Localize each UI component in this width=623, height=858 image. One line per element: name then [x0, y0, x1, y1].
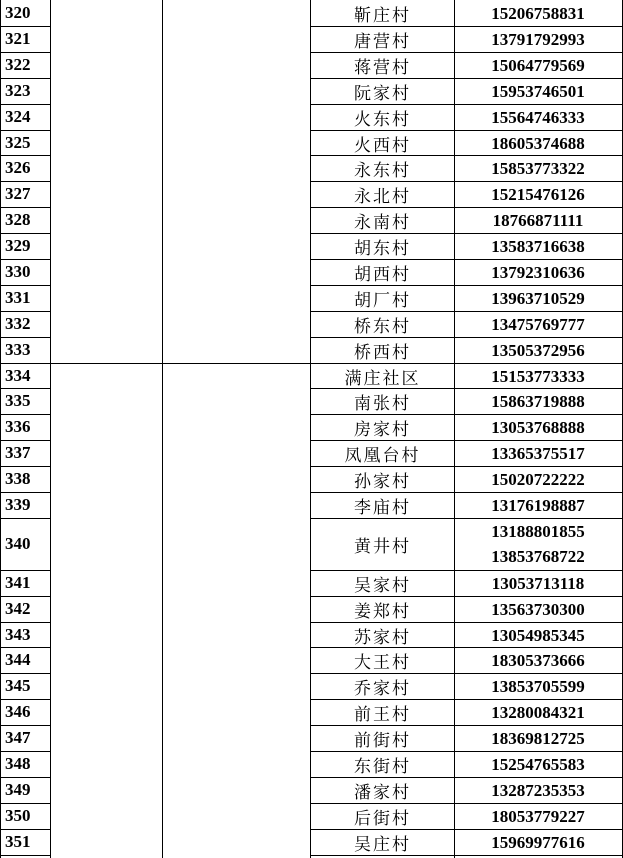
phone-cell	[455, 414, 621, 440]
row-number: 325	[5, 133, 31, 152]
village-name: 乔家村	[354, 678, 411, 699]
row-number: 326	[5, 158, 31, 177]
row-number: 331	[5, 288, 31, 307]
phone-number: 13188801855	[491, 522, 585, 541]
phone-number: 13583716638	[491, 236, 585, 256]
phone-number: 18766871111	[492, 210, 584, 230]
phone-cell	[455, 596, 621, 622]
phone-cell	[455, 130, 621, 156]
phone-number: 15953746501	[491, 81, 585, 101]
village-name: 前王村	[354, 704, 411, 725]
row-number: 342	[5, 599, 31, 618]
phone-cell	[455, 104, 621, 130]
village-name: 桥西村	[354, 342, 411, 363]
phone-cell	[455, 78, 621, 104]
phone-cell	[455, 751, 621, 777]
village-name: 满庄社区	[344, 368, 421, 389]
row-number: 322	[5, 55, 31, 74]
row-number: 344	[5, 650, 31, 669]
village-name: 后街村	[354, 808, 411, 829]
village-name: 凤凰台村	[344, 445, 421, 466]
phone-cell	[455, 440, 621, 466]
row-number: 332	[5, 314, 31, 333]
phone-cell	[455, 647, 621, 673]
row-number: 333	[5, 340, 31, 359]
village-name: 前街村	[354, 730, 411, 751]
village-name: 胡厂村	[354, 290, 411, 311]
row-number: 334	[5, 366, 31, 385]
phone-cell	[455, 829, 621, 855]
phone-cell	[455, 777, 621, 803]
phone-number: 18369812725	[491, 728, 585, 748]
phone-number: 18305373666	[491, 650, 585, 670]
phone-number: 15863719888	[491, 391, 585, 411]
grid-vline-1	[50, 0, 51, 858]
phone-number: 13853768722	[491, 547, 585, 566]
phone-number: 15020722222	[491, 469, 585, 489]
row-number: 335	[5, 391, 31, 410]
village-name: 大王村	[354, 652, 411, 673]
phone-cell	[455, 155, 621, 181]
phone-cell	[455, 337, 621, 363]
phone-cell	[455, 388, 621, 414]
village-name: 房家村	[354, 419, 411, 440]
row-number: 320	[5, 3, 31, 22]
row-number: 324	[5, 107, 31, 126]
phone-cell	[455, 363, 621, 389]
phone-cell	[455, 181, 621, 207]
phone-cell	[455, 207, 621, 233]
row-number: 343	[5, 625, 31, 644]
phone-cell	[455, 0, 621, 26]
village-name: 阮家村	[354, 83, 411, 104]
phone-number: 15206758831	[491, 3, 585, 23]
row-separator-line	[310, 855, 623, 856]
phone-number: 15564746333	[491, 107, 585, 127]
row-number: 341	[5, 573, 31, 592]
row-number: 323	[5, 81, 31, 100]
village-name: 胡西村	[354, 264, 411, 285]
phone-number: 18053779227	[491, 806, 585, 826]
village-name: 姜郑村	[354, 601, 411, 622]
phone-cell	[455, 570, 621, 596]
row-number: 346	[5, 702, 31, 721]
phone-number: 13053768888	[491, 417, 585, 437]
phone-number: 13475769777	[491, 314, 585, 334]
phone-number: 15215476126	[491, 184, 585, 204]
row-number: 351	[5, 832, 31, 851]
phone-cell	[455, 673, 621, 699]
phone-cell	[455, 699, 621, 725]
phone-number: 13792310636	[491, 262, 585, 282]
row-number: 330	[5, 262, 31, 281]
row-number: 337	[5, 443, 31, 462]
phone-number: 13791792993	[491, 29, 585, 49]
village-name: 东街村	[354, 756, 411, 777]
village-name: 李庙村	[354, 497, 411, 518]
row-number: 328	[5, 210, 31, 229]
phone-cell	[455, 622, 621, 648]
row-number: 350	[5, 806, 31, 825]
village-name: 吴家村	[354, 575, 411, 596]
phone-cell	[455, 52, 621, 78]
phone-number: 15969977616	[491, 832, 585, 852]
village-name: 永南村	[354, 212, 411, 233]
phone-cell	[455, 803, 621, 829]
phone-number: 13505372956	[491, 340, 585, 360]
phone-number: 13053713118	[491, 573, 585, 593]
row-number: 340	[5, 534, 31, 553]
phone-number: 13853705599	[491, 676, 585, 696]
phone-number: 13054985345	[491, 625, 585, 645]
phone-number: 13287235353	[491, 780, 585, 800]
village-name: 孙家村	[354, 471, 411, 492]
phone-number: 15153773333	[491, 366, 585, 386]
phone-cell	[455, 311, 621, 337]
village-name: 南张村	[354, 393, 411, 414]
phone-cell	[455, 285, 621, 311]
village-name: 永东村	[354, 160, 411, 181]
row-number: 348	[5, 754, 31, 773]
row-number: 349	[5, 780, 31, 799]
village-name: 苏家村	[354, 627, 411, 648]
village-name: 黄井村	[354, 536, 411, 557]
phone-number: 13563730300	[491, 599, 585, 619]
phone-number: 15254765583	[491, 754, 585, 774]
phone-cell	[455, 26, 621, 52]
row-number: 339	[5, 495, 31, 514]
village-name: 吴庄村	[354, 834, 411, 855]
row-number: 347	[5, 728, 31, 747]
village-name: 桥东村	[354, 316, 411, 337]
phone-cell	[455, 466, 621, 492]
village-name: 火东村	[354, 109, 411, 130]
phone-number: 13365375517	[491, 443, 585, 463]
phone-number: 15064779569	[491, 55, 585, 75]
row-number: 345	[5, 676, 31, 695]
phone-number: 18605374688	[491, 133, 585, 153]
phone-cell	[455, 725, 621, 751]
phone-cell	[455, 518, 621, 570]
village-name: 永北村	[354, 186, 411, 207]
village-name: 潘家村	[354, 782, 411, 803]
row-number: 329	[5, 236, 31, 255]
grid-vline-2	[162, 0, 163, 858]
village-name: 胡东村	[354, 238, 411, 259]
row-number: 321	[5, 29, 31, 48]
phone-number: 13280084321	[491, 702, 585, 722]
row-number: 327	[5, 184, 31, 203]
row-number: 336	[5, 417, 31, 436]
village-name: 蒋营村	[354, 57, 411, 78]
table-bottom-line	[0, 855, 50, 856]
phone-cell	[455, 492, 621, 518]
row-number: 338	[5, 469, 31, 488]
phone-number: 13963710529	[491, 288, 585, 308]
village-name: 唐营村	[354, 31, 411, 52]
phone-number: 15853773322	[491, 158, 585, 178]
phone-cell	[455, 233, 621, 259]
village-name: 靳庄村	[354, 5, 411, 26]
village-name: 火西村	[354, 135, 411, 156]
phone-cell	[455, 259, 621, 285]
phone-number: 13176198887	[491, 495, 585, 515]
